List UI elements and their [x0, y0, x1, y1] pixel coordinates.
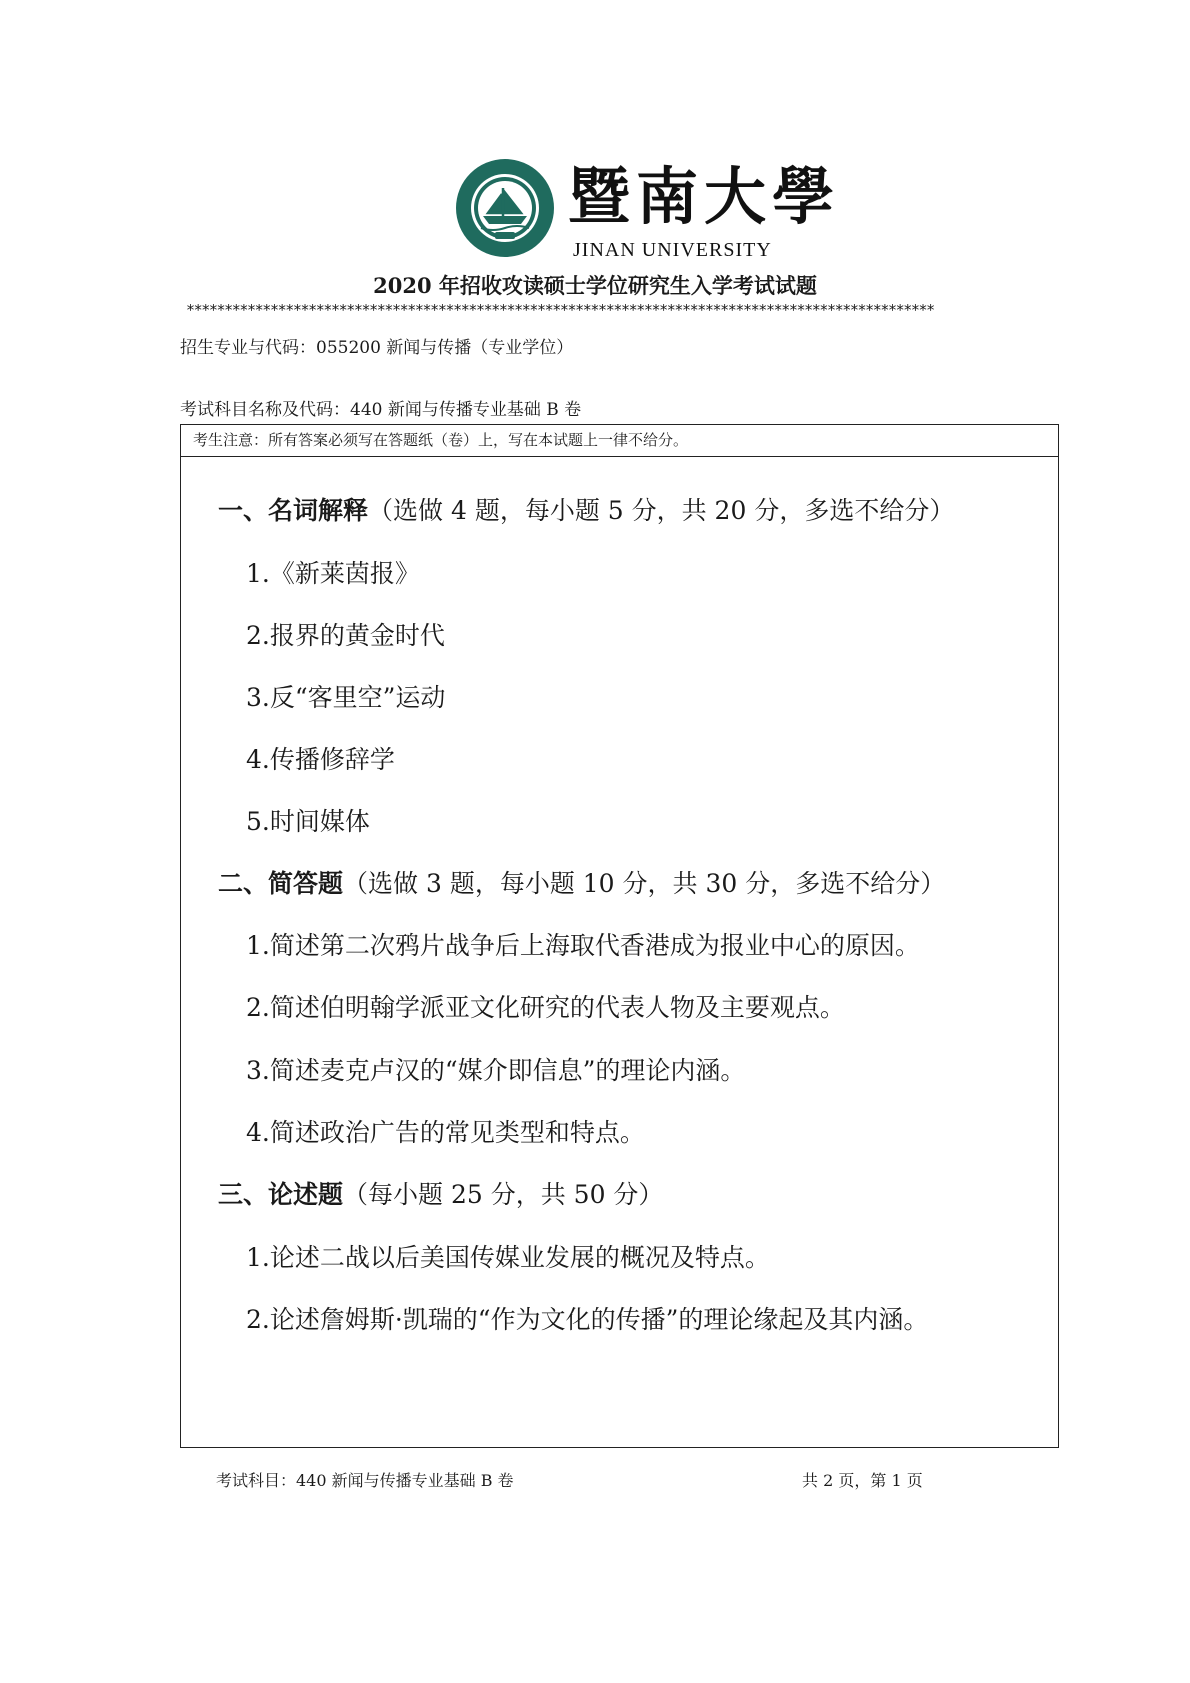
university-seal-icon	[455, 158, 555, 258]
question-item: 1.《新莱茵报》	[246, 559, 420, 588]
section-title: 二、简答题	[218, 869, 344, 898]
university-logo	[455, 158, 841, 266]
question-item: 3.反“客里空”运动	[246, 683, 446, 712]
section-title: 三、论述题	[218, 1180, 344, 1209]
candidate-notice: 考生注意：所有答案必须写在答题纸（卷）上，写在本试题上一律不给分。	[181, 425, 1058, 457]
question-item: 3.简述麦克卢汉的“媒介即信息”的理论内涵。	[246, 1056, 746, 1085]
section-rule: （选做 3 题，每小题 10 分，共 30 分，多选不给分）	[343, 869, 946, 898]
question-item: 1.论述二战以后美国传媒业发展的概况及特点。	[246, 1243, 770, 1272]
section-rule: （选做 4 题，每小题 5 分，共 20 分，多选不给分）	[368, 496, 955, 525]
section-heading-2	[218, 866, 945, 902]
question-item: 1.简述第二次鸦片战争后上海取代香港成为报业中心的原因。	[246, 931, 920, 960]
section-heading-3	[218, 1177, 663, 1213]
question-item: 2.论述詹姆斯·凯瑞的“作为文化的传播”的理论缘起及其内涵。	[246, 1305, 929, 1334]
subject-line: 考试科目名称及代码：440 新闻与传播专业基础 B 卷	[180, 400, 582, 420]
footer-subject: 考试科目：440 新闻与传播专业基础 B 卷	[216, 1471, 514, 1490]
question-item: 4.传播修辞学	[246, 745, 395, 774]
logo-name-en: JINAN UNIVERSITY	[573, 239, 772, 261]
section-title: 一、名词解释	[218, 496, 369, 525]
question-item: 4.简述政治广告的常见类型和特点。	[246, 1118, 645, 1147]
question-item: 2.简述伯明翰学派亚文化研究的代表人物及主要观点。	[246, 993, 845, 1022]
section-heading-1	[218, 493, 954, 529]
question-item: 2.报界的黄金时代	[246, 621, 445, 650]
question-item: 5.时间媒体	[246, 807, 370, 836]
major-line: 招生专业与代码：055200 新闻与传播（专业学位）	[180, 338, 574, 358]
section-rule: （每小题 25 分，共 50 分）	[343, 1180, 664, 1209]
footer-page-count: 共 2 页，第 1 页	[802, 1471, 923, 1490]
star-separator: **************************************************************************************************	[186, 302, 934, 318]
logo-name-cn: 暨南大學	[568, 160, 841, 233]
exam-title: 2020 年招收攻读硕士学位研究生入学考试试题	[373, 273, 817, 298]
